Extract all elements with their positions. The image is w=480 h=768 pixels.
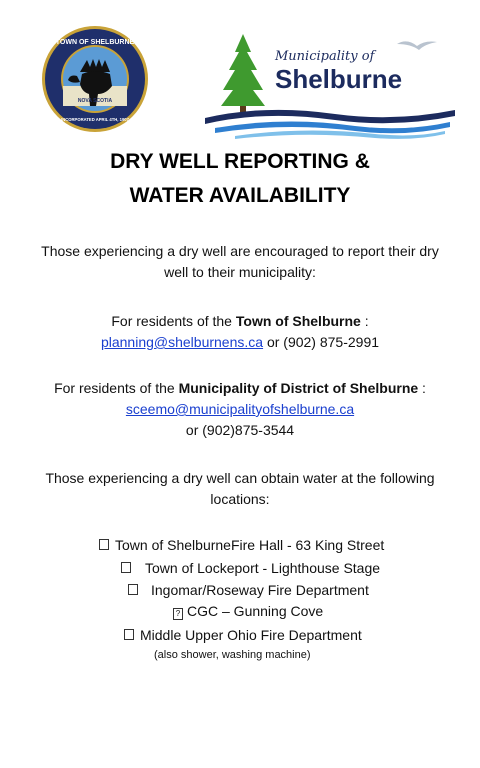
town-seal-logo (40, 24, 150, 134)
district-prefix: For residents of the (54, 380, 179, 396)
town-contact (20, 311, 460, 353)
header-logos (0, 20, 480, 140)
title-line-2: WATER AVAILABILITY (129, 184, 351, 207)
town-email-link[interactable]: planning@shelburnens.ca (100, 334, 264, 350)
district-line (20, 378, 460, 399)
location-label: Ingomar/Roseway Fire Department (151, 582, 369, 598)
checkbox-icon (124, 629, 134, 640)
district-suffix: : (418, 380, 426, 396)
town-prefix: For residents of the (111, 313, 236, 329)
town-name: Town of Shelburne (235, 313, 361, 329)
checkbox-icon (121, 562, 131, 573)
location-note: (also shower, washing machine) (154, 649, 311, 661)
location-label: Middle Upper Ohio Fire Department (140, 627, 362, 643)
location-label: CGC – Gunning Cove (187, 603, 324, 619)
district-email-link[interactable]: sceemo@municipalityofshelburne.ca (125, 401, 355, 417)
logo-text-municipality-of: Municipality of (275, 49, 375, 64)
logo-text-shelburne: Shelburne (275, 64, 403, 94)
water-line-1: Those experiencing a dry well can obtain water at the following (45, 470, 435, 486)
location-item (124, 625, 362, 645)
seal-text-mid: NOVA SCOTIA (77, 98, 113, 104)
checkbox-icon (128, 584, 138, 595)
district-name: Municipality of District of Shelburne (178, 380, 419, 396)
municipality-logo (205, 30, 460, 140)
checkbox-icon (99, 539, 109, 550)
water-line-2: locations: (210, 491, 270, 507)
page-title (0, 145, 480, 213)
intro-paragraph (20, 241, 460, 283)
town-line (20, 311, 460, 332)
location-item (173, 601, 323, 621)
town-suffix: : (360, 313, 369, 329)
district-phone: or (902)875-3544 (185, 422, 295, 438)
water-paragraph (20, 468, 460, 510)
location-item (121, 558, 380, 578)
town-phone: or (902) 875-2991 (263, 334, 380, 350)
missing-glyph-icon: ? (173, 608, 183, 620)
town-contact-line (20, 332, 460, 353)
district-contact (20, 378, 460, 441)
seal-text-top: TOWN OF SHELBURNE (55, 39, 135, 46)
title-line-1: DRY WELL REPORTING & (110, 150, 370, 173)
location-item (128, 580, 369, 600)
intro-line-2: well to their municipality: (164, 264, 316, 280)
location-item (99, 535, 384, 555)
seal-text-bottom: INCORPORATED APRIL 4TH, 1907 (61, 117, 129, 122)
location-label: Town of ShelburneFire Hall - 63 King Street (115, 537, 385, 553)
district-email-line (20, 399, 460, 420)
location-label: Town of Lockeport - Lighthouse Stage (145, 560, 381, 576)
intro-line-1: Those experiencing a dry well are encouraged to report their dry (41, 243, 439, 259)
